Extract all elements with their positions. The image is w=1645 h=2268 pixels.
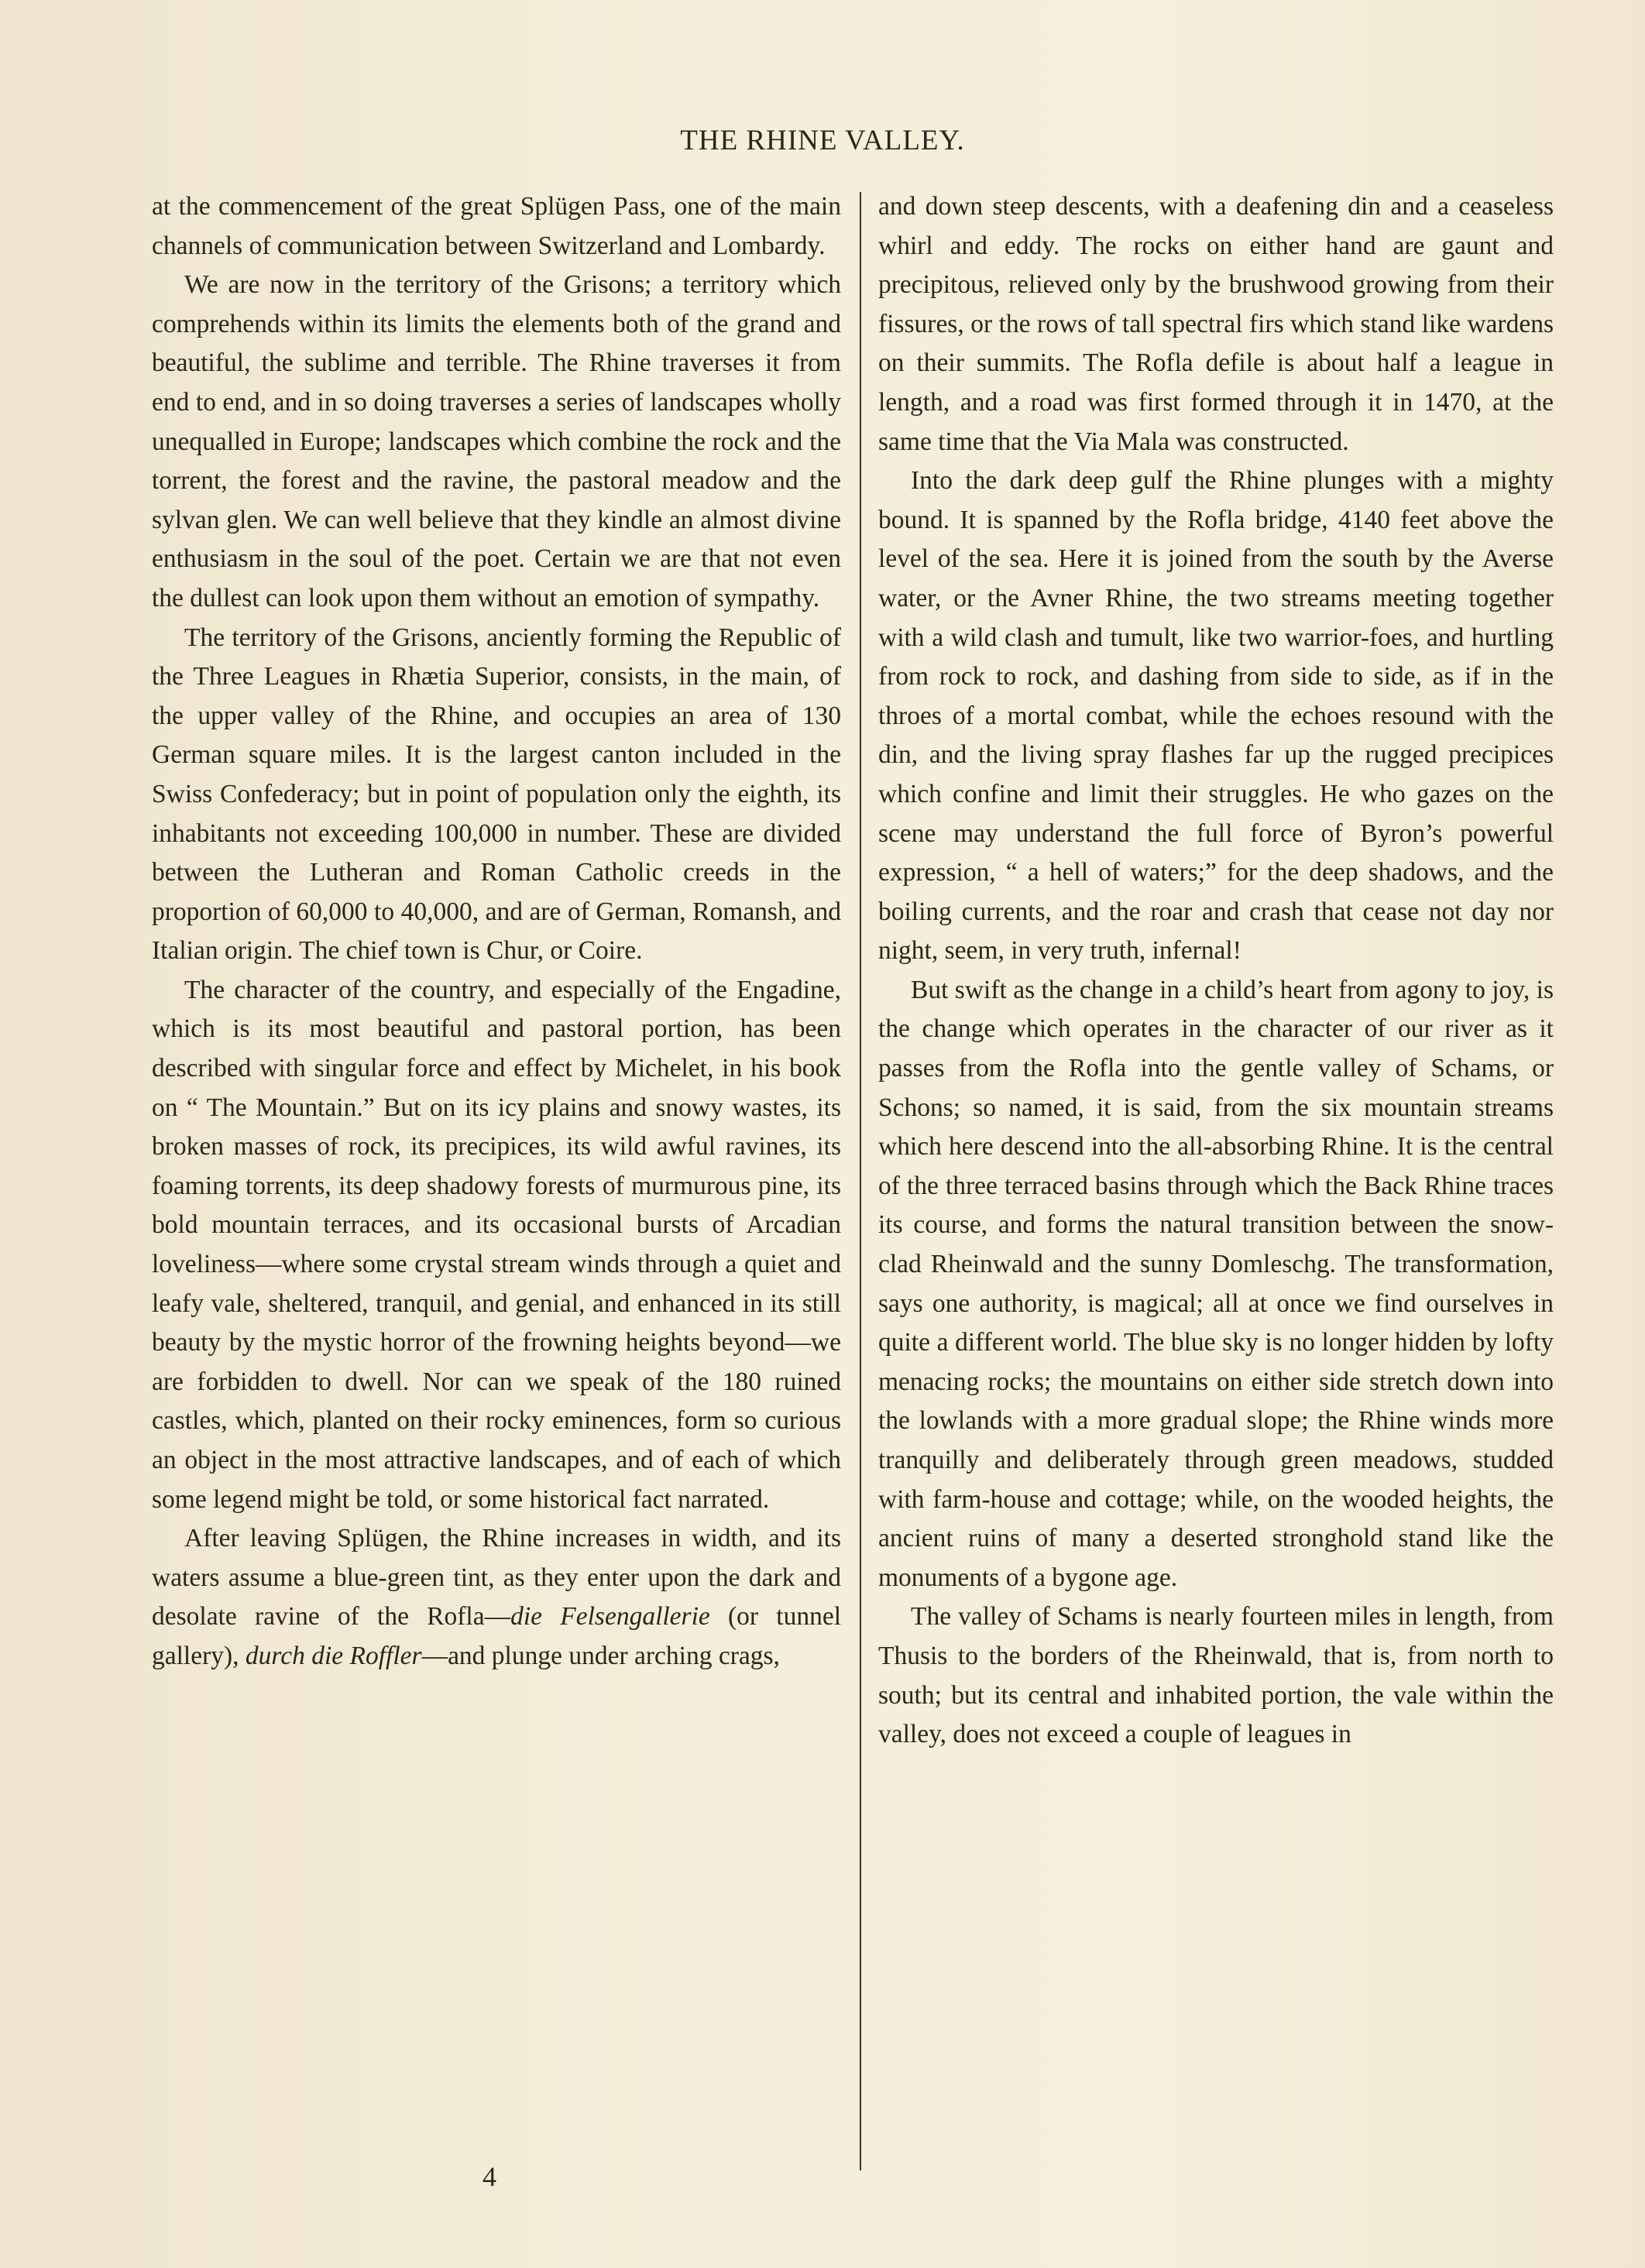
left-column	[152, 187, 841, 1676]
left-paragraph-5	[152, 1519, 841, 1676]
left-paragraph-1: at the commencement of the great Splügen Pass, one of the main channels of communication between Switzerland and Lombardy.	[152, 192, 841, 260]
left-paragraph-2: We are now in the territory of the Grisons; a territory which comprehends within its limits the elements both of the grand and beautiful, the sublime and terrible. The Rhine traverses it from end to end, and in so doing traverses a series of landscapes wholly unequalled in Europe; landscapes which combine the rock and the torrent, the forest and the ravine, the pastoral meadow and the sylvan glen. We can well believe that they kindle an almost divine enthusiasm in the soul of the poet. Certain we are that not even the dullest can look upon them without an emotion of sympathy.	[152, 270, 841, 612]
page-number: 4	[483, 2161, 496, 2192]
column-divider	[860, 192, 861, 2170]
italic-felsengallerie: die Felsengallerie	[510, 1602, 710, 1632]
right-paragraph-3: But swift as the change in a child’s heart from agony to joy, is the change which operates in the character of our river as it passes from the Rofla into the gentle valley of Schams, or Schons; so named, it is said, from the six mountain streams which here descend into the all-absorbing Rhine. It is the central of the three terraced basins through which the Back Rhine traces its course, and forms the natural transition between the snow-clad Rheinwald and the sunny Domleschg. The transformation, says one authority, is magical; all at once we find ourselves in quite a different world. The blue sky is no longer hidden by lofty menacing rocks; the mountains on either side stretch down into the lowlands with a more gradual slope; the Rhine winds more tranquilly and deliberately through green meadows, studded with farm-house and cottage; while, on the wooded heights, the ancient ruins of many a deserted stronghold stand like the monuments of a bygone age.	[878, 975, 1554, 1592]
left-paragraph-5-text-c: —and plunge under arching crags,	[421, 1641, 780, 1670]
right-column	[878, 187, 1554, 1755]
running-head: THE RHINE VALLEY.	[680, 125, 965, 156]
right-paragraph-4: The valley of Schams is nearly fourteen miles in length, from Thusis to the borders of the Rheinwald, that is, from north to south; but its central and inhabited portion, the vale within the valley, does not exceed a couple of leagues in	[878, 1602, 1554, 1749]
italic-durch-die-roffler: durch die Roffler	[245, 1641, 422, 1670]
left-paragraph-5-text-a: After leaving Splügen, the Rhine increases in width, and its waters assume a blue-green tint, as they enter upon the dark and desolate ravine of the Rofla—	[152, 1524, 841, 1632]
left-paragraph-4: The character of the country, and especially of the Engadine, which is its most beautiful and pastoral portion, has been described with singular force and effect by Michelet, in his book on “ The Mountain.” But on its icy plains and snowy wastes, its broken masses of rock, its precipices, its wild awful ravines, its foaming torrents, its deep shadowy forests of murmurous pine, its bold mountain terraces, and its occasional bursts of Arcadian loveliness—where some crystal stream winds through a quiet and leafy vale, sheltered, tranquil, and genial, and enhanced in its still beauty by the mystic horror of the frowning heights beyond—we are forbidden to dwell. Nor can we speak of the 180 ruined castles, which, planted on their rocky eminences, form so curious an object in the most attractive landscapes, and of each of which some legend might be told, or some historical fact narrated.	[152, 975, 841, 1514]
left-paragraph-3: The territory of the Grisons, anciently forming the Republic of the Three Leagues in Rhætia Superior, consists, in the main, of the upper valley of the Rhine, and occupies an area of 130 German square miles. It is the largest canton included in the Swiss Confederacy; but in point of population only the eighth, its inhabitants not exceeding 100,000 in number. These are divided between the Lutheran and Roman Catholic creeds in the proportion of 60,000 to 40,000, and are of German, Romansh, and Italian origin. The chief town is Chur, or Coire.	[152, 623, 841, 966]
right-paragraph-1: and down steep descents, with a deafening din and a ceaseless whirl and eddy. The rocks on either hand are gaunt and precipitous, relieved only by the brushwood growing from their fissures, or the rows of tall spectral firs which stand like wardens on their summits. The Rofla defile is about half a league in length, and a road was first formed through it in 1470, at the same time that the Via Mala was constructed.	[878, 192, 1554, 456]
left-paragraph-5-text-b: (or tunnel gallery),	[152, 1602, 842, 1670]
right-paragraph-2: Into the dark deep gulf the Rhine plunges with a mighty bound. It is spanned by the Rofla bridge, 4140 feet above the level of the sea. Here it is joined from the south by the Averse water, or the Avner Rhine, the two streams meeting together with a wild clash and tumult, like two warrior-foes, and hurtling from rock to rock, and dashing from side to side, as if in the throes of a mortal combat, while the echoes resound with the din, and the living spray flashes far up the rugged precipices which confine and limit their struggles. He who gazes on the scene may understand the full force of Byron’s powerful expression, “ a hell of waters;” for the deep shadows, and the boiling currents, and the roar and crash that cease not day nor night, seem, in very truth, infernal!	[878, 466, 1554, 966]
